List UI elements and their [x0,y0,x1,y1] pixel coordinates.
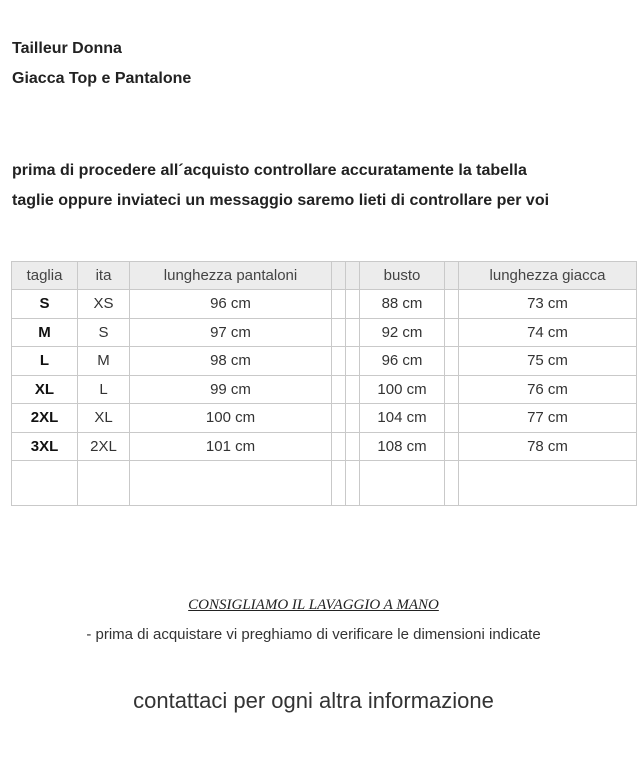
table-cell: 100 cm [360,376,444,404]
wash-instruction: CONSIGLIAMO IL LAVAGGIO A MANO [188,597,439,613]
table-cell: XL [78,404,129,432]
table-row [12,319,636,347]
header-cell: lunghezza pantaloni [130,262,331,289]
table-cell-empty [130,461,331,505]
table-row-empty [12,461,636,505]
table-cell: 100 cm [130,404,331,432]
table-cell: S [78,319,129,347]
notice-line-2: taglie oppure inviateci un messaggio saremo lieti di controllare per voi [12,192,550,209]
product-title-line-2: Giacca Top e Pantalone [12,70,192,87]
table-cell [445,347,458,375]
table-cell [445,404,458,432]
table-cell: 101 cm [130,433,331,461]
header-cell [445,262,458,289]
table-cell [346,376,359,404]
table-cell: 108 cm [360,433,444,461]
table-cell: 78 cm [459,433,636,461]
header-cell: busto [360,262,444,289]
table-cell: 2XL [12,404,77,432]
table-cell [332,376,345,404]
size-table [11,261,637,506]
table-cell [346,404,359,432]
table-cell-empty [346,461,359,505]
product-title-line-1: Tailleur Donna [12,40,122,57]
table-header-row [12,262,636,289]
table-cell: M [78,347,129,375]
table-cell [332,404,345,432]
table-cell [332,433,345,461]
verify-dimensions-note: - prima di acquistare vi preghiamo di verificare le dimensioni indicate [86,626,541,643]
table-cell: XL [12,376,77,404]
table-cell [346,347,359,375]
table-cell [445,319,458,347]
table-cell: 3XL [12,433,77,461]
table-cell: 75 cm [459,347,636,375]
table-cell: XS [78,290,129,318]
table-cell-empty [459,461,636,505]
table-cell-empty [78,461,129,505]
table-cell: 2XL [78,433,129,461]
table-cell-empty [445,461,458,505]
header-cell: taglia [12,262,77,289]
table-cell: 97 cm [130,319,331,347]
table-cell: 98 cm [130,347,331,375]
table-cell [346,319,359,347]
table-cell [445,290,458,318]
contact-note: contattaci per ogni altra informazione [133,688,494,713]
table-row [12,347,636,375]
table-cell: L [78,376,129,404]
table-cell-empty [12,461,77,505]
table-cell: 104 cm [360,404,444,432]
table-cell [445,433,458,461]
product-title [12,34,191,94]
header-cell: ita [78,262,129,289]
table-cell [332,347,345,375]
table-row [12,404,636,432]
table-cell-empty [332,461,345,505]
table-cell: 96 cm [360,347,444,375]
header-cell [332,262,345,289]
size-check-notice [12,156,549,216]
table-cell [332,290,345,318]
table-cell: 77 cm [459,404,636,432]
table-cell: L [12,347,77,375]
table-cell: 96 cm [130,290,331,318]
table-cell [346,433,359,461]
table-cell [332,319,345,347]
header-cell [346,262,359,289]
table-cell [445,376,458,404]
table-cell: M [12,319,77,347]
table-cell-empty [360,461,444,505]
table-cell: 76 cm [459,376,636,404]
table-cell: 88 cm [360,290,444,318]
notice-line-1: prima di procedere all´acquisto controllare accuratamente la tabella [12,162,527,179]
table-cell: 73 cm [459,290,636,318]
table-row [12,376,636,404]
table-row [12,290,636,318]
table-cell: 99 cm [130,376,331,404]
table-cell: 92 cm [360,319,444,347]
table-row [12,433,636,461]
header-cell: lunghezza giacca [459,262,636,289]
table-cell: S [12,290,77,318]
table-cell: 74 cm [459,319,636,347]
table-cell [346,290,359,318]
